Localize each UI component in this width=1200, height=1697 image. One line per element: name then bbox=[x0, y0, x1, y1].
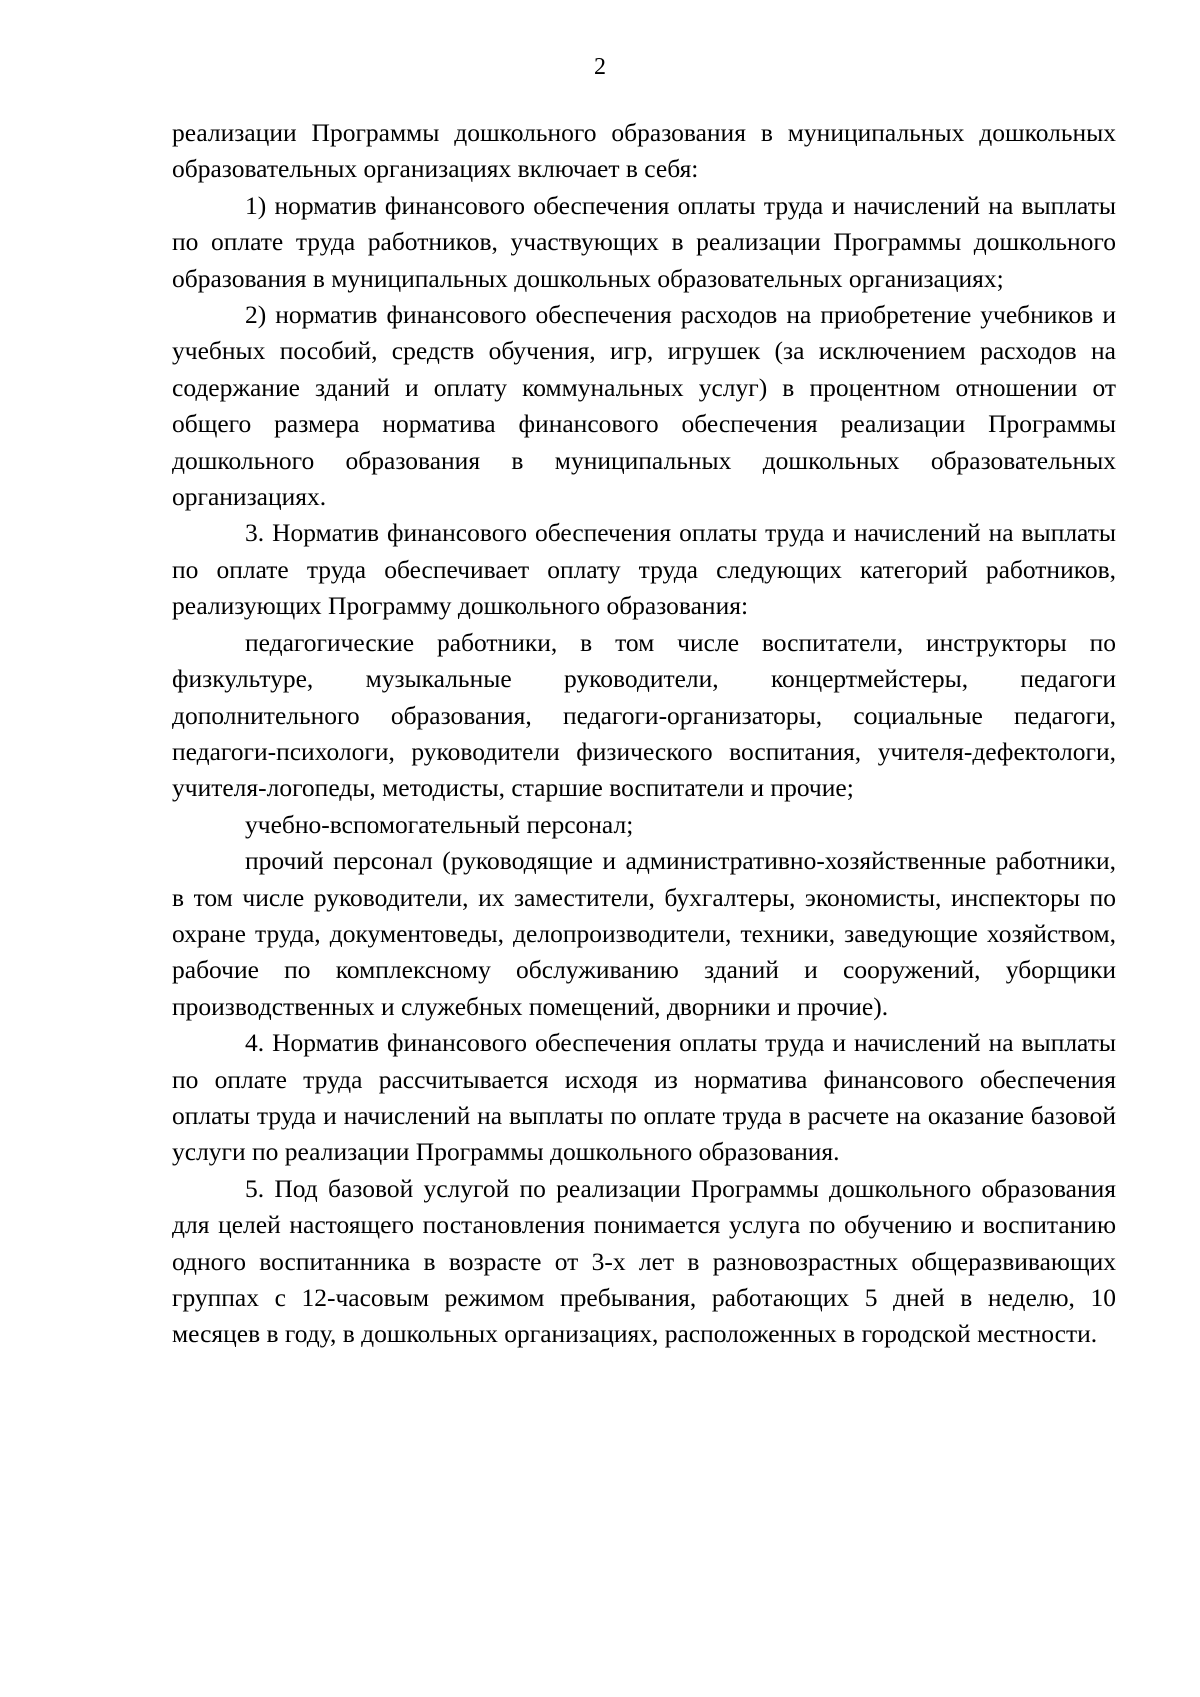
paragraph-pedagogical-staff: педагогические работники, в том числе воспитатели, инструкторы по физкультуре, музыкальные руководители, концертмейстеры, педагоги дополнительного образования, педагоги-организаторы, социальные педагоги, педагоги-психологи, руководители физического воспитания, учителя-дефектологи, учителя-логопеды, методисты, старшие воспитатели и прочие; bbox=[172, 627, 1116, 803]
paragraph-continuation: реализации Программы дошкольного образования в муниципальных дошкольных образовательных организациях включает в себя: bbox=[172, 118, 1116, 184]
paragraph-support-staff: учебно-вспомогательный персонал; bbox=[245, 809, 634, 839]
page-number: 2 bbox=[594, 54, 606, 80]
paragraph-section-3: 3. Норматив финансового обеспечения оплаты труда и начислений на выплаты по оплате труда обеспечивает оплату труда следующих категорий работников, реализующих Программу дошкольного образования: bbox=[172, 518, 1116, 621]
document-body bbox=[172, 115, 1116, 1353]
paragraph-other-staff: прочий персонал (руководящие и административно-хозяйственные работники, в том числе руководители, их заместители, бухгалтеры, экономисты, инспекторы по охране труда, документоведы, делопроизводители, техники, заведующие хозяйством, рабочие по комплексному обслуживанию зданий и сооружений, уборщики производственных и служебных помещений, дворники и прочие). bbox=[172, 846, 1116, 1021]
paragraph-section-4: 4. Норматив финансового обеспечения оплаты труда и начислений на выплаты по оплате труда рассчитывается исходя из норматива финансового обеспечения оплаты труда и начислений на выплаты по оплате труда в расчете на оказание базовой услуги по реализации Программы дошкольного образования. bbox=[172, 1028, 1116, 1167]
paragraph-item-1: 1) норматив финансового обеспечения оплаты труда и начислений на выплаты по оплате труда работников, участвующих в реализации Программы дошкольного образования в муниципальных дошкольных образовательных организациях; bbox=[172, 190, 1116, 293]
paragraph-item-2: 2) норматив финансового обеспечения расходов на приобретение учебников и учебных пособий, средств обучения, игр, игрушек (за исключением расходов на содержание зданий и оплату коммунальных услуг) в процентном отношении от общего размера норматива финансового обеспечения реализации Программы дошкольного образования в муниципальных дошкольных образовательных организациях. bbox=[172, 300, 1116, 512]
paragraph-section-5: 5. Под базовой услугой по реализации Программы дошкольного образования для целей настоящего постановления понимается услуга по обучению и воспитанию одного воспитанника в возрасте от 3-х лет в разновозрастных общеразвивающих группах с 12-часовым режимом пребывания, работающих 5 дней в неделю, 10 месяцев в году, в дошкольных организациях, расположенных в городской местности. bbox=[172, 1173, 1116, 1349]
